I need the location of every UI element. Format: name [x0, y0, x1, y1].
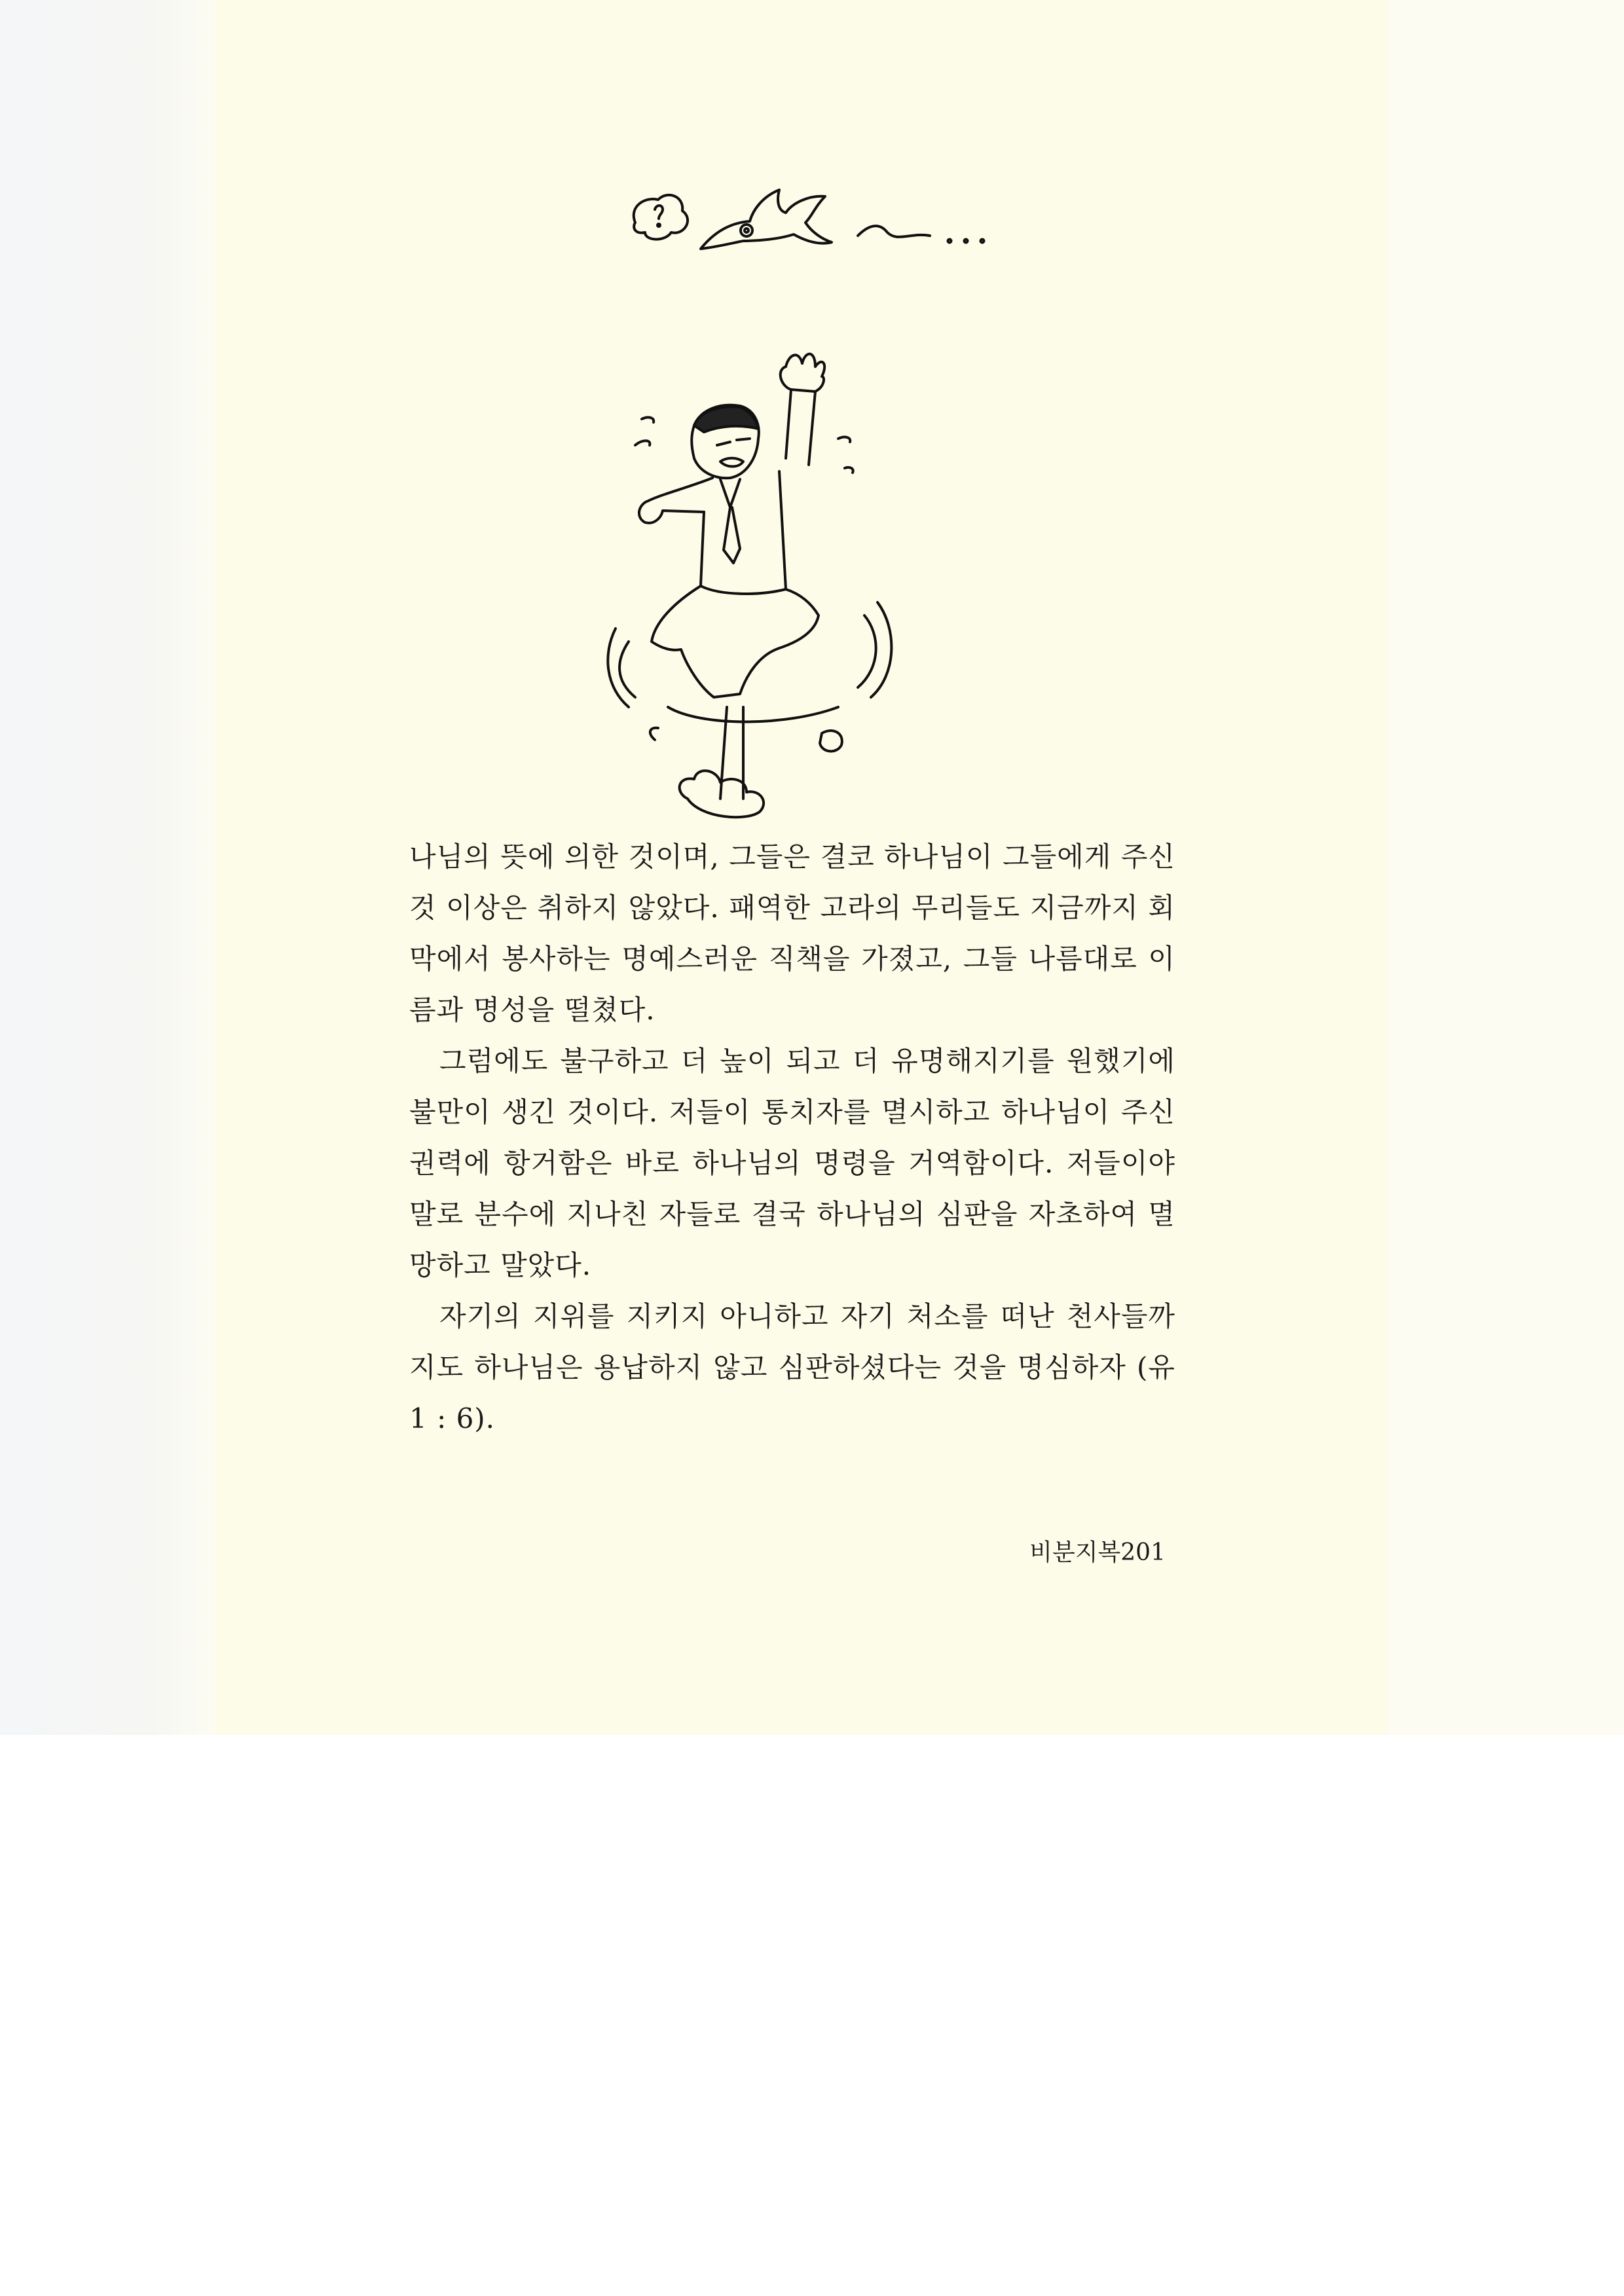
paragraph-2: 그럼에도 불구하고 더 높이 되고 더 유명해지기를 원했기에 불만이 생긴 것이다. 저들이 통치자를 멸시하고 하나님이 주신 권력에 항거함은 바로 하나님의 명령을 거역함이다. 저들이야말로 분수에 지나친 자들로 결국 하나님의 심판을 자초하여 멸망하고 말았다.: [409, 1045, 1175, 1281]
page-footer-folio: 비분지복201: [1029, 1539, 1166, 1566]
paragraph-1: 나님의 뜻에 의한 것이며, 그들은 결코 하나님이 그들에게 주신 것 이상은 취하지 않았다. 패역한 고라의 무리들도 지금까지 회막에서 봉사하는 명예스러운 직책을 가졌고, 그들 나름대로 이름과 명성을 떨쳤다.: [409, 841, 1175, 1026]
body-text: [409, 831, 1175, 1444]
falling-man-cartoon: [589, 340, 943, 838]
flying-bird-illustration: [622, 170, 1028, 282]
paragraph-3: 자기의 지위를 지키지 아니하고 자기 처소를 떠난 천사들까지도 하나님은 용납하지 않고 심판하셨다는 것을 명심하자 (유 1 : 6).: [409, 1300, 1175, 1434]
scan-edge-shadow: [0, 0, 216, 1735]
